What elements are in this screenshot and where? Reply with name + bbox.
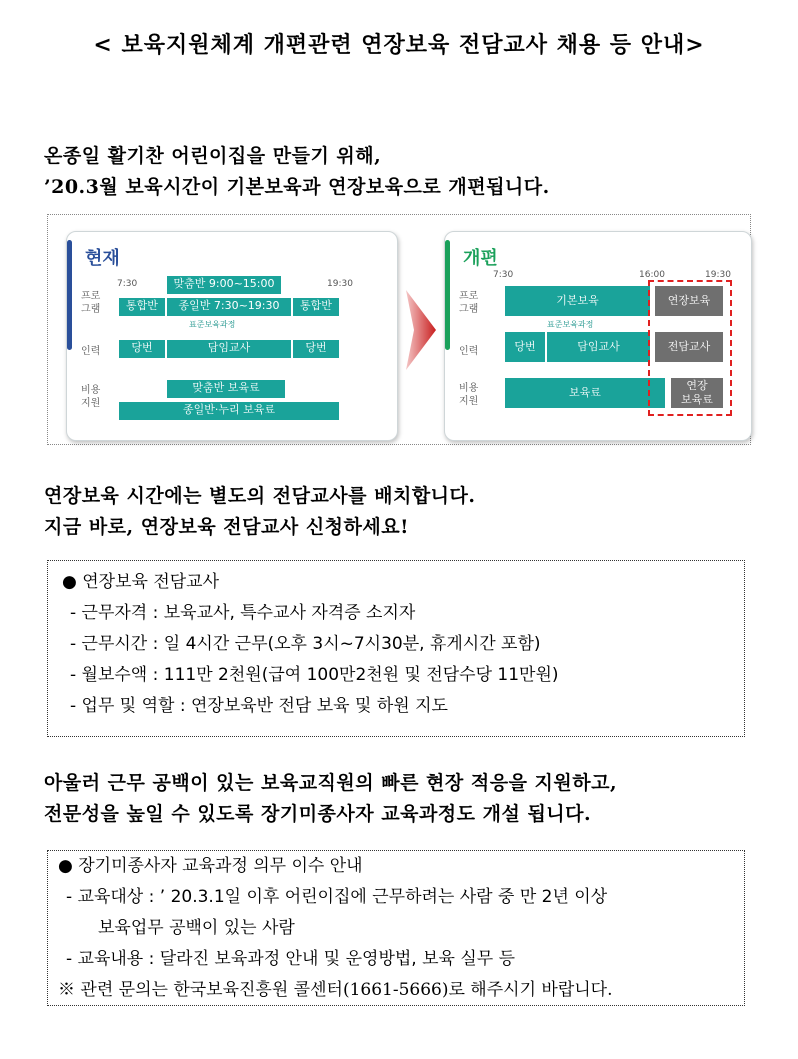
intro-line-2: ’20.3월 보육시간이 기본보육과 연장보육으로 개편됩니다. <box>44 176 550 198</box>
box1-item-hours: - 근무시간 : 일 4시간 근무(오후 3시~7시30분, 휴게시간 포함) <box>70 634 541 654</box>
box2-item-target: - 교육대상 : ’ 20.3.1일 이후 어린이집에 근무하려는 사람 중 만 2년 이상 <box>66 887 608 907</box>
box1-item-qualification: - 근무자격 : 보육교사, 특수교사 자격증 소지자 <box>70 603 416 623</box>
box1-item-pay: - 월보수액 : 111만 2천원(급여 100만2천원 및 전담수당 11만원) <box>70 665 559 685</box>
recruit-line-2: 지금 바로, 연장보육 전담교사 신청하세요! <box>44 516 409 538</box>
current-tick-end: 19:30 <box>327 279 353 289</box>
current-staff-right: 당번 <box>293 340 339 358</box>
current-bar-fullday: 종일반 7:30~19:30 <box>167 298 291 316</box>
box2-item-target-cont: 보육업무 공백이 있는 사람 <box>98 918 295 938</box>
reformed-cost-basic: 보육료 <box>505 378 665 408</box>
arrow-right-icon <box>406 290 436 370</box>
training-paragraph <box>44 768 756 830</box>
reformed-row-program: 프로 그램 <box>459 291 479 315</box>
reformed-bar-extended: 연장보육 <box>655 286 723 316</box>
current-panel <box>66 231 398 441</box>
box1-item-role: - 업무 및 역할 : 연장보육반 전담 보육 및 하원 지도 <box>70 696 448 716</box>
box1-heading: ● 연장보육 전담교사 <box>62 572 220 592</box>
extended-teacher-info-box <box>47 560 745 737</box>
current-title: 현재 <box>85 248 120 269</box>
current-tick-start: 7:30 <box>117 279 138 289</box>
intro-line-1: 온종일 활기찬 어린이집을 만들기 위해, <box>44 145 382 167</box>
current-row-program: 프로 그램 <box>81 291 101 315</box>
current-staff-main: 담임교사 <box>167 340 291 358</box>
box2-contact-note: ※ 관련 문의는 한국보육진흥원 콜센터(1661-5666)로 해주시기 바랍니다. <box>58 980 613 1000</box>
reformed-tick-mid: 16:00 <box>639 270 665 280</box>
reformed-title: 개편 <box>463 248 498 269</box>
intro-paragraph <box>44 141 550 203</box>
reformed-cost-extended: 연장 보육료 <box>671 378 723 408</box>
reformed-bar-basic: 기본보육 <box>505 286 650 316</box>
current-bar-custom: 맞춤반 9:00~15:00 <box>167 276 281 294</box>
box2-item-content: - 교육내용 : 달라진 보육과정 안내 및 운영방법, 보육 실무 등 <box>66 949 516 969</box>
reformed-stripe <box>445 240 450 350</box>
reformed-row-staff: 인력 <box>459 346 479 357</box>
training-line-1: 아울러 근무 공백이 있는 보육교직원의 빠른 현장 적응을 지원하고, <box>44 772 618 794</box>
current-row-cost: 비용 지원 <box>81 385 101 409</box>
box2-heading: ● 장기미종사자 교육과정 의무 이수 안내 <box>58 856 363 876</box>
training-line-2: 전문성을 높일 수 있도록 장기미종사자 교육과정도 개설 됩니다. <box>44 803 592 825</box>
page-title: < 보육지원체계 개편관련 연장보육 전담교사 채용 등 안내> <box>93 32 705 58</box>
current-cost-custom: 맞춤반 보육료 <box>167 380 285 398</box>
training-info-box <box>47 850 745 1006</box>
current-stripe <box>67 240 72 350</box>
reformed-standard-course: 표준보육과정 <box>547 320 594 329</box>
current-bar-mixed-right: 통합반 <box>293 298 339 316</box>
reformed-tick-end: 19:30 <box>705 270 731 280</box>
current-row-staff: 인력 <box>81 346 101 357</box>
current-cost-fullday: 종일반·누리 보육료 <box>119 402 339 420</box>
recruit-paragraph <box>44 481 476 543</box>
reformed-staff-left: 당번 <box>505 332 545 362</box>
reformed-tick-start: 7:30 <box>493 270 514 280</box>
recruit-line-1: 연장보육 시간에는 별도의 전담교사를 배치합니다. <box>44 485 476 507</box>
current-standard-course: 표준보육과정 <box>189 320 236 329</box>
reformed-panel <box>444 231 752 441</box>
reformed-row-cost: 비용 지원 <box>459 383 479 407</box>
reformed-staff-main: 담임교사 <box>547 332 650 362</box>
reformed-staff-extended: 전담교사 <box>655 332 723 362</box>
current-bar-mixed-left: 통합반 <box>119 298 165 316</box>
extended-highlight-box <box>648 280 732 416</box>
reform-diagram <box>47 214 751 445</box>
current-staff-left: 당번 <box>119 340 165 358</box>
